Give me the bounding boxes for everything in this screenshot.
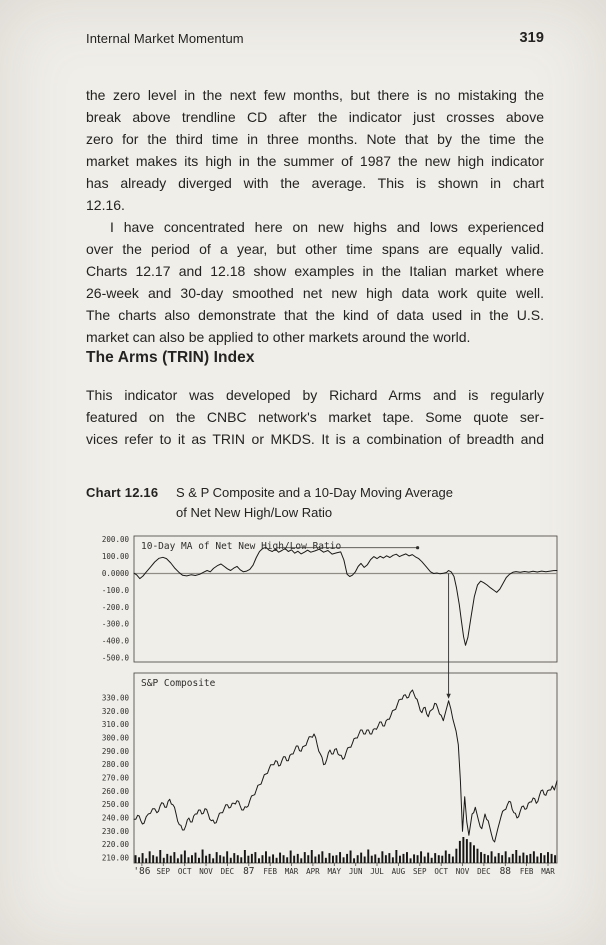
volume-bar <box>357 855 359 863</box>
running-head-title: Internal Market Momentum <box>86 31 244 46</box>
text-line: vices refer to it as TRIN or MKDS. It is a combination of breadth and <box>86 431 544 447</box>
volume-bar <box>135 855 137 863</box>
volume-bar <box>276 858 278 863</box>
volume-bar <box>332 856 334 863</box>
volume-bar <box>512 854 514 863</box>
y-axis-label: -400.0 <box>101 636 129 646</box>
volume-bar <box>498 853 500 863</box>
volume-bar <box>156 857 158 864</box>
volume-bar <box>526 855 528 863</box>
volume-bar <box>300 858 302 863</box>
volume-bar <box>293 856 295 863</box>
text-line: market can also be applied to other markets around the world. <box>86 329 471 345</box>
x-axis-label: DEC <box>220 867 235 876</box>
volume-bar <box>279 853 281 863</box>
volume-bar <box>346 854 348 863</box>
y-axis-label: 270.00 <box>101 773 129 783</box>
y-axis-label: 230.00 <box>101 826 129 836</box>
volume-bar <box>159 850 161 863</box>
page-number: 319 <box>519 30 544 46</box>
x-axis-label: JUN <box>348 867 363 876</box>
volume-bar <box>283 855 285 863</box>
x-axis-label: MAR <box>284 867 299 876</box>
volume-bar <box>226 851 228 863</box>
volume-bar <box>554 855 556 863</box>
volume-bar <box>473 845 475 863</box>
text-line: zero for the third time in three months. Note that by the time the <box>86 131 544 147</box>
volume-bar <box>413 854 415 863</box>
x-axis-label: APR <box>306 867 320 876</box>
y-axis-label: -300.0 <box>101 619 129 629</box>
volume-bar <box>385 855 387 863</box>
trendline-end-dot <box>416 546 419 549</box>
volume-bar <box>441 856 443 863</box>
volume-bar <box>477 849 479 863</box>
volume-bar <box>188 857 190 863</box>
volume-bar <box>184 851 186 864</box>
volume-bar <box>522 853 524 863</box>
volume-bar <box>480 852 482 863</box>
text-line: The charts also demonstrate that the kind of data used in the U.S. <box>86 307 544 323</box>
volume-bar <box>515 850 517 863</box>
paragraph-1 <box>86 84 544 216</box>
volume-bar <box>392 857 394 863</box>
text-line: has already diverged with the average. This is shown in chart <box>86 175 544 191</box>
volume-bar <box>399 856 401 863</box>
y-axis-label: 210.00 <box>101 853 129 863</box>
volume-bar <box>297 854 299 863</box>
text-line: This indicator was developed by Richard Arms and is regularly <box>86 387 544 403</box>
volume-bar <box>519 856 521 863</box>
volume-bar <box>410 858 412 863</box>
figure-caption <box>86 483 453 522</box>
volume-bar <box>529 854 531 863</box>
volume-bar <box>269 857 271 864</box>
volume-bar <box>212 858 214 863</box>
x-axis-label: 88 <box>499 866 512 877</box>
volume-bar <box>364 857 366 864</box>
volume-bar <box>470 842 472 863</box>
volume-bar <box>247 856 249 863</box>
volume-bar <box>466 839 468 863</box>
volume-bar <box>290 851 292 864</box>
volume-bar <box>487 855 489 863</box>
volume-bar <box>304 852 306 863</box>
volume-bar <box>286 857 288 863</box>
volume-bar <box>343 857 345 863</box>
volume-bar <box>381 851 383 863</box>
x-axis-label: OCT <box>434 867 448 876</box>
volume-bar <box>388 853 390 863</box>
running-header <box>86 31 544 46</box>
x-axis-label: FEB <box>519 867 534 876</box>
x-axis-label: NOV <box>455 867 470 876</box>
volume-bar <box>374 854 376 863</box>
volume-bar <box>455 849 457 863</box>
volume-bar <box>233 853 235 863</box>
volume-bar <box>307 855 309 863</box>
volume-bar <box>371 856 373 863</box>
figure-title-line2: of Net New High/Low Ratio <box>176 504 333 520</box>
volume-bar <box>258 858 260 863</box>
volume-bar <box>417 855 419 863</box>
volume-bar <box>427 853 429 863</box>
volume-bar <box>395 850 397 863</box>
x-axis-label: MAR <box>541 867 555 876</box>
text-line: market makes its high in the summer of 1987 the new high indicator <box>86 153 544 169</box>
volume-bar <box>173 852 175 863</box>
text-line: I have concentrated here on new highs and lows experienced <box>110 219 544 235</box>
figure-title <box>176 483 453 522</box>
volume-bar <box>265 851 267 863</box>
y-axis-label: 260.00 <box>101 786 129 796</box>
volume-bar <box>551 854 553 863</box>
volume-bar <box>508 857 510 863</box>
volume-bar <box>329 853 331 863</box>
volume-bar <box>244 850 246 863</box>
volume-bar <box>152 855 154 863</box>
volume-bar <box>438 855 440 863</box>
volume-bar <box>318 854 320 863</box>
volume-bar <box>321 851 323 863</box>
volume-bar <box>311 850 313 863</box>
y-axis-label: 310.00 <box>101 720 129 730</box>
volume-bar <box>180 854 182 863</box>
x-axis-label: SEP <box>156 867 171 876</box>
volume-bar <box>406 852 408 863</box>
volume-bar <box>491 851 493 863</box>
text-line: 12.16. <box>86 197 125 213</box>
x-axis-label: MAY <box>327 867 342 876</box>
volume-bar <box>540 853 542 863</box>
y-axis-label: 220.00 <box>101 840 129 850</box>
x-axis-label: OCT <box>177 867 192 876</box>
cursor-arrowhead <box>446 694 450 699</box>
volume-bar <box>219 855 221 863</box>
series-line <box>134 547 557 645</box>
volume-bar <box>353 858 355 863</box>
volume-bar <box>198 858 200 863</box>
text-line: Charts 12.17 and 12.18 show examples in the Italian market where <box>86 263 544 279</box>
x-axis-label: SEP <box>413 867 427 876</box>
x-axis-label: AUG <box>391 867 406 876</box>
volume-bar <box>216 852 218 863</box>
volume-bar <box>459 841 461 863</box>
y-axis-label: 330.00 <box>101 693 129 703</box>
y-axis-label: 280.00 <box>101 760 129 770</box>
volume-bar <box>145 858 147 863</box>
x-axis-label: '86 <box>133 866 151 877</box>
text-line: featured on the CNBC network's market tape. Some quote ser- <box>86 409 544 425</box>
panel-frame <box>134 673 557 863</box>
y-axis-label: -200.0 <box>101 602 129 612</box>
x-axis-label: NOV <box>199 867 213 876</box>
text-line: the zero level in the next few months, but there is no mistaking the <box>86 87 544 103</box>
x-axis-label: JUL <box>370 867 384 876</box>
volume-bar <box>195 853 197 863</box>
volume-bar <box>547 852 549 863</box>
series-line <box>134 690 557 842</box>
y-axis-label: 300.00 <box>101 733 129 743</box>
volume-bar <box>251 854 253 863</box>
volume-bar <box>431 858 433 863</box>
paragraph-3 <box>86 384 544 450</box>
chart-figure <box>82 528 562 880</box>
volume-bar <box>240 857 242 863</box>
volume-bar <box>237 855 239 863</box>
text-line: break above trendline CD after the indicator just crosses above <box>86 109 544 125</box>
volume-bar <box>420 851 422 863</box>
y-axis-label: 200.00 <box>101 535 129 545</box>
x-axis-label: 87 <box>243 866 255 877</box>
y-axis-label: -100.0 <box>101 585 129 595</box>
volume-bar <box>339 852 341 863</box>
panel-title: S&P Composite <box>141 678 216 689</box>
volume-bar <box>434 853 436 863</box>
volume-bar <box>367 850 369 864</box>
y-axis-label: 250.00 <box>101 800 129 810</box>
x-axis-label: FEB <box>263 867 277 876</box>
volume-bar <box>166 854 168 863</box>
volume-bar <box>191 855 193 863</box>
volume-bar <box>272 854 274 863</box>
volume-bar <box>350 851 352 864</box>
volume-bar <box>262 855 264 863</box>
volume-bar <box>149 851 151 863</box>
section-heading: The Arms (TRIN) Index <box>86 349 255 366</box>
volume-bar <box>202 850 204 864</box>
volume-bar <box>254 852 256 863</box>
y-axis-label: 100.00 <box>101 552 129 562</box>
volume-bar <box>445 851 447 864</box>
volume-bar <box>142 853 144 863</box>
x-axis-label: DEC <box>477 867 491 876</box>
volume-bar <box>536 857 538 864</box>
volume-bar <box>163 858 165 863</box>
volume-bar <box>325 858 327 863</box>
volume-bar <box>138 857 140 863</box>
volume-bar <box>360 853 362 863</box>
volume-bar <box>484 854 486 863</box>
volume-bar <box>336 855 338 863</box>
text-line: over the period of a year, but other time spans are equally valid. <box>86 241 544 257</box>
volume-bar <box>462 837 464 863</box>
volume-bar <box>223 857 225 864</box>
volume-bar <box>501 855 503 863</box>
y-axis-label: 0.0000 <box>101 569 129 578</box>
volume-bar <box>378 858 380 863</box>
volume-bar <box>452 857 454 864</box>
volume-bar <box>177 858 179 863</box>
volume-bar <box>314 857 316 864</box>
volume-bar <box>505 851 507 863</box>
y-axis-label: 320.00 <box>101 706 129 716</box>
volume-bar <box>170 856 172 863</box>
figure-title-line1: S & P Composite and a 10-Day Moving Average <box>176 485 454 500</box>
volume-bar <box>403 854 405 863</box>
figure-label: Chart 12.16 <box>86 485 159 500</box>
y-axis-label: 290.00 <box>101 746 129 756</box>
volume-bar <box>424 857 426 864</box>
panel-frame <box>134 536 557 662</box>
volume-bar <box>494 857 496 864</box>
y-axis-label: -500.0 <box>101 653 129 663</box>
panel-title: 10-Day MA of Net New High/Low Ratio <box>141 541 342 552</box>
volume-bar <box>209 854 211 863</box>
volume-bar <box>544 855 546 863</box>
text-line: 26-week and 30-day smoothed net new high data work quite well. <box>86 285 544 301</box>
volume-bar <box>533 851 535 863</box>
y-axis-label: 240.00 <box>101 813 129 823</box>
volume-bar <box>205 856 207 863</box>
paragraph-2 <box>86 216 544 348</box>
volume-bar <box>448 854 450 863</box>
volume-bar <box>230 858 232 863</box>
